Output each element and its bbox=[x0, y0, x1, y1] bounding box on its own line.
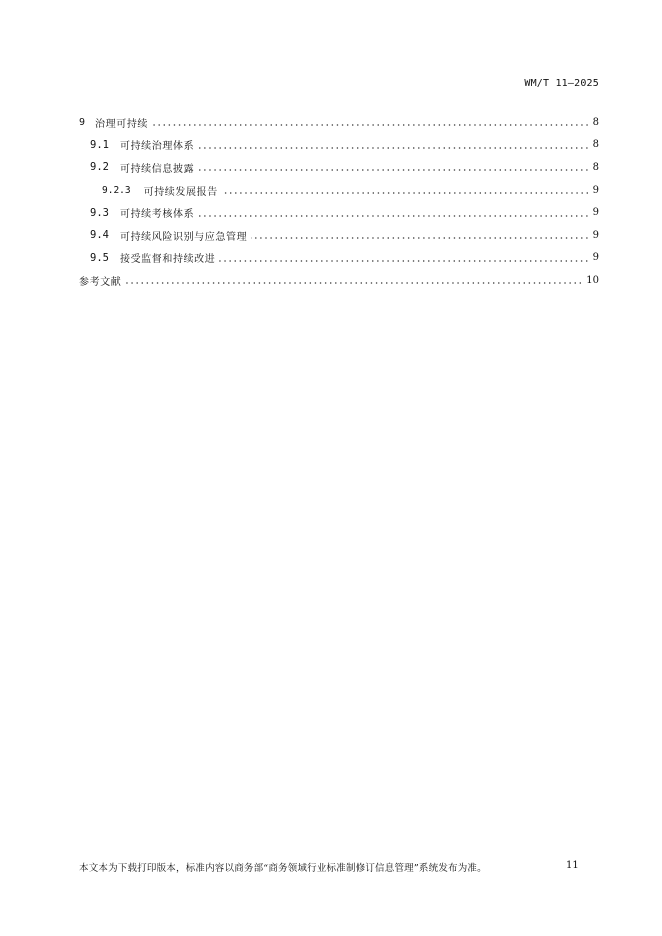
toc-entry-page: 8 bbox=[592, 161, 599, 173]
dot-leader bbox=[152, 124, 590, 126]
toc-entry-title: 可持续信息披露 bbox=[119, 163, 195, 175]
toc-entry-title: 可持续治理体系 bbox=[119, 141, 195, 153]
toc-entry-title: 治理可持续 bbox=[95, 118, 149, 130]
toc-entry-number: 9.2.3 bbox=[102, 184, 131, 196]
toc-entry-page: 8 bbox=[592, 116, 599, 128]
toc-entry-number: 9.3 bbox=[90, 206, 109, 219]
toc-entry-9-3[interactable] bbox=[79, 201, 599, 224]
toc-entry-9[interactable] bbox=[79, 111, 599, 134]
toc-entry-9-2-3[interactable] bbox=[79, 179, 599, 202]
dot-leader bbox=[219, 260, 589, 262]
page-number: 11 bbox=[566, 860, 579, 871]
toc-entry-9-5[interactable] bbox=[79, 247, 599, 270]
toc-entry-title: 可持续风险识别与应急管理 bbox=[119, 231, 248, 243]
toc-entry-page: 9 bbox=[592, 207, 599, 219]
toc-entry-title: 接受监督和持续改进 bbox=[119, 254, 216, 266]
dot-leader bbox=[251, 237, 589, 239]
dot-leader bbox=[222, 192, 590, 194]
toc-entry-number: 9 bbox=[79, 116, 86, 128]
toc-entry-title: 参考文献 bbox=[79, 276, 122, 288]
dot-leader bbox=[198, 147, 589, 149]
toc-entry-title: 可持续发展报告 bbox=[143, 186, 218, 198]
toc-entry-references[interactable] bbox=[79, 269, 599, 292]
toc-entry-9-2[interactable] bbox=[79, 156, 599, 179]
toc-entry-9-4[interactable] bbox=[79, 224, 599, 247]
document-code: WM/T 11—2025 bbox=[524, 78, 599, 89]
dot-leader bbox=[198, 215, 589, 217]
footer-notice: 本文本为下载打印版本，标准内容以商务部“商务领域行业标准制修订信息管理”系统发布为准。 bbox=[79, 863, 487, 874]
dot-leader bbox=[198, 169, 589, 171]
toc-entry-number: 9.4 bbox=[90, 229, 109, 242]
toc-entry-page: 9 bbox=[592, 229, 599, 241]
toc-entry-number: 9.2 bbox=[90, 161, 109, 174]
dot-leader bbox=[125, 282, 583, 284]
toc-entry-page: 10 bbox=[586, 274, 599, 286]
toc-entry-page: 8 bbox=[592, 139, 599, 151]
toc-entry-page: 9 bbox=[592, 252, 599, 264]
toc-entry-number: 9.1 bbox=[90, 138, 109, 151]
table-of-contents bbox=[79, 111, 599, 292]
toc-entry-9-1[interactable] bbox=[79, 134, 599, 157]
toc-entry-page: 9 bbox=[592, 184, 599, 196]
toc-entry-title: 可持续考核体系 bbox=[119, 209, 195, 221]
toc-entry-number: 9.5 bbox=[90, 251, 109, 264]
